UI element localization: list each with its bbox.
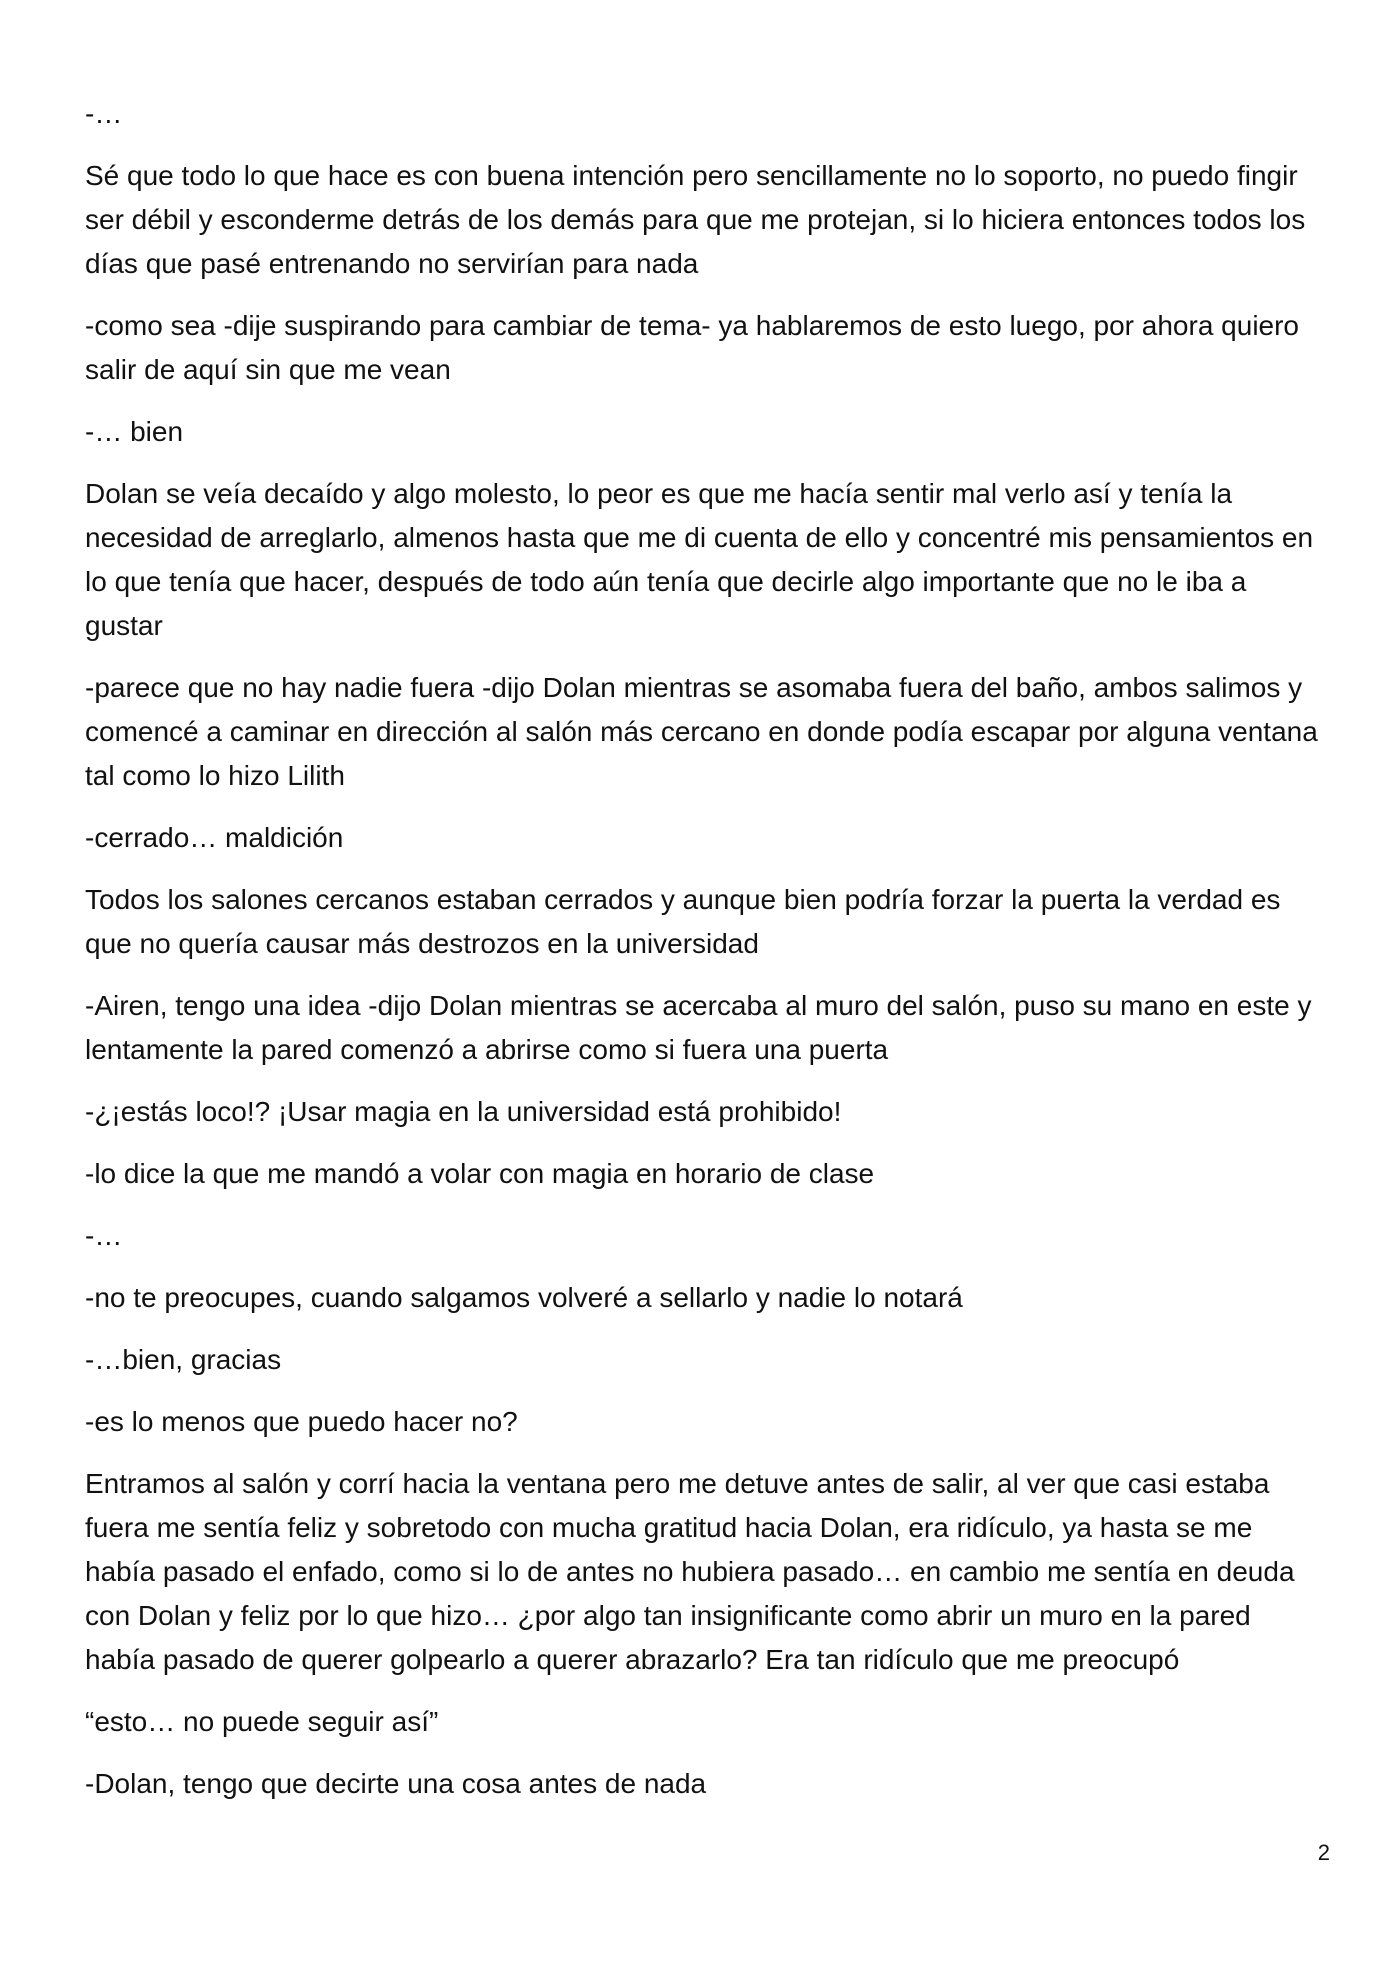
paragraph: -… bien bbox=[85, 416, 184, 447]
paragraph: -…bien, gracias bbox=[85, 1344, 282, 1375]
paragraph: -es lo menos que puedo hacer no? bbox=[85, 1406, 518, 1437]
paragraph: -como sea -dije suspirando para cambiar de tema- ya hablaremos de esto luego, por ahora quiero salir de aquí sin que me vean bbox=[85, 310, 1300, 385]
paragraph: -Dolan, tengo que decirte una cosa antes de nada bbox=[85, 1768, 707, 1799]
page-number: 2 bbox=[1317, 1840, 1330, 1865]
paragraph: Sé que todo lo que hace es con buena intención pero sencillamente no lo soporto, no puedo fingir ser débil y esconderme detrás de los demás para que me protejan, si lo hiciera entonces todos los días que pasé entrenando no servirían para nada bbox=[85, 160, 1306, 279]
paragraph: -parece que no hay nadie fuera -dijo Dolan mientras se asomaba fuera del baño, ambos salimos y comencé a caminar en dirección al salón más cercano en donde podía escapar por alguna ventana tal como lo hizo Lilith bbox=[85, 672, 1318, 791]
paragraph: -… bbox=[85, 1220, 123, 1251]
paragraph: “esto… no puede seguir así” bbox=[85, 1706, 439, 1737]
paragraph: -Airen, tengo una idea -dijo Dolan mientras se acercaba al muro del salón, puso su mano en este y lentamente la pared comenzó a abrirse como si fuera una puerta bbox=[85, 990, 1312, 1065]
paragraph: Dolan se veía decaído y algo molesto, lo peor es que me hacía sentir mal verlo así y tenía la necesidad de arreglarlo, almenos hasta que me di cuenta de ello y concentré mis pensamientos en lo que tenía que hacer, después de todo aún tenía que decirle algo importante que no le iba a gustar bbox=[85, 478, 1314, 641]
paragraph: Todos los salones cercanos estaban cerrados y aunque bien podría forzar la puerta la verdad es que no quería causar más destrozos en la universidad bbox=[85, 884, 1281, 959]
paragraph: -… bbox=[85, 98, 123, 129]
paragraph: Entramos al salón y corrí hacia la ventana pero me detuve antes de salir, al ver que casi estaba fuera me sentía feliz y sobretodo con mucha gratitud hacia Dolan, era ridículo, ya hasta se me había pasado el enfado, como si lo de antes no hubiera pasado… en cambio me sentía en deuda con Dolan y feliz por lo que hizo… ¿por algo tan insignificante como abrir un muro en la pared había pasado de querer golpearlo a querer abrazarlo? Era tan ridículo que me preocupó bbox=[85, 1468, 1295, 1675]
paragraph: -lo dice la que me mandó a volar con magia en horario de clase bbox=[85, 1158, 875, 1189]
paragraph: -cerrado… maldición bbox=[85, 822, 344, 853]
paragraph: -no te preocupes, cuando salgamos volveré a sellarlo y nadie lo notará bbox=[85, 1282, 963, 1313]
paragraph: -¿¡estás loco!? ¡Usar magia en la universidad está prohibido! bbox=[85, 1096, 842, 1127]
page-body bbox=[85, 92, 1320, 1824]
